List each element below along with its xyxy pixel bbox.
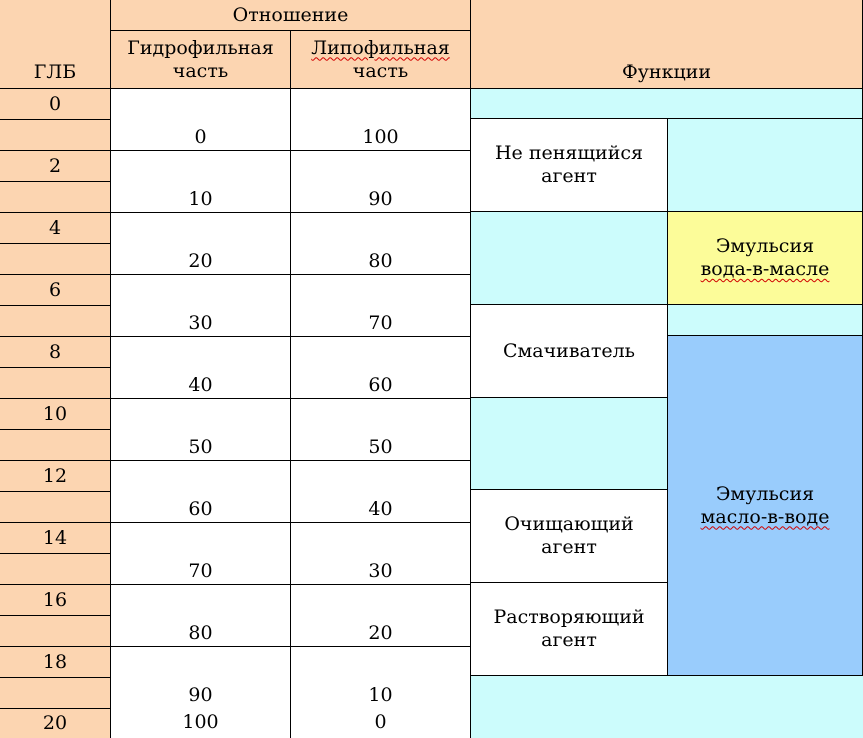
hydrophilic-value: 100 — [182, 711, 219, 733]
function-antifoam — [471, 119, 668, 212]
function-cyan-left-2 — [471, 398, 668, 490]
lipophilic-value: 40 — [368, 498, 393, 520]
hlb-value: 4 — [48, 216, 62, 239]
lipophilic-cell — [291, 89, 471, 151]
hlb-value: 10 — [42, 402, 68, 425]
lipophilic-cell — [291, 461, 471, 523]
hydrophilic-cell — [111, 337, 291, 399]
hydrophilic-cell — [111, 275, 291, 337]
functions-header-label: Функции — [621, 61, 712, 83]
lipophilic-cell — [291, 337, 471, 399]
function-solubilizer-label: Растворяющий агент — [493, 606, 645, 651]
lipophilic-cell — [291, 151, 471, 213]
hlb-value: 20 — [42, 712, 68, 734]
lipophilic-header — [291, 31, 471, 89]
hydrophilic-value: 80 — [188, 622, 213, 644]
lipophilic-value: 20 — [368, 622, 393, 644]
function-detergent — [471, 490, 668, 583]
function-solubilizer — [471, 583, 668, 676]
hlb-cell — [0, 151, 111, 182]
hydrophilic-cell — [111, 647, 291, 709]
functions-header — [471, 0, 863, 89]
lipophilic-value: 100 — [362, 126, 399, 148]
lipophilic-value: 50 — [368, 436, 393, 458]
function-cyan-left-1 — [471, 212, 668, 305]
hydrophilic-cell — [111, 585, 291, 647]
lipophilic-value: 60 — [368, 374, 393, 396]
function-antifoam-label: Не пенящийся агент — [494, 142, 644, 187]
hlb-cell — [0, 399, 111, 430]
hlb-cell — [0, 647, 111, 678]
hlb-cell — [0, 337, 111, 368]
hydrophilic-value: 90 — [188, 684, 213, 706]
hydrophilic-header — [111, 31, 291, 89]
hlb-value: 0 — [48, 92, 62, 115]
lipophilic-cell — [291, 399, 471, 461]
hlb-value: 16 — [42, 588, 68, 611]
hydrophilic-value: 50 — [188, 436, 213, 458]
hlb-header-label: ГЛБ — [33, 61, 77, 83]
oil-in-water-line1: Эмульсия — [715, 482, 815, 505]
hlb-spacer-cell — [0, 120, 111, 151]
hlb-value: 14 — [42, 526, 68, 549]
lipophilic-cell — [291, 647, 471, 709]
hlb-value: 8 — [48, 340, 62, 363]
function-oil-in-water — [668, 336, 863, 676]
hlb-spacer-cell — [0, 306, 111, 337]
hydrophilic-cell — [111, 213, 291, 275]
hydrophilic-cell — [111, 399, 291, 461]
hlb-spacer-cell — [0, 368, 111, 399]
lipophilic-cell — [291, 523, 471, 585]
hlb-value: 6 — [48, 278, 62, 301]
hydrophilic-value: 0 — [194, 126, 207, 148]
hydrophilic-value: 70 — [188, 560, 213, 582]
hlb-cell — [0, 213, 111, 244]
water-in-oil-line2: вода-в-масле — [700, 258, 830, 280]
hlb-value: 2 — [48, 154, 62, 177]
function-top-cyan — [471, 89, 863, 119]
function-wetting — [471, 305, 668, 398]
hlb-spacer-cell — [0, 244, 111, 275]
hydrophilic-value: 10 — [188, 188, 213, 210]
hlb-cell — [0, 709, 111, 738]
hydrophilic-cell — [111, 523, 291, 585]
hlb-spacer-cell — [0, 678, 111, 709]
function-detergent-label: Очищающий агент — [504, 513, 634, 558]
ratio-header-label: Отношение — [232, 3, 349, 26]
hydrophilic-value: 20 — [188, 250, 213, 272]
hydrophilic-value: 30 — [188, 312, 213, 334]
hydrophilic-value: 40 — [188, 374, 213, 396]
lipophilic-cell — [291, 213, 471, 275]
hlb-cell — [0, 461, 111, 492]
hydrophilic-value: 60 — [188, 498, 213, 520]
lipophilic-header-rest: часть — [352, 59, 409, 82]
function-water-in-oil — [668, 212, 863, 305]
hlb-cell — [0, 523, 111, 554]
hlb-cell — [0, 585, 111, 616]
water-in-oil-line1: Эмульсия — [715, 235, 815, 257]
ratio-header — [111, 0, 471, 31]
hydrophilic-cell — [111, 89, 291, 151]
hlb-cell — [0, 89, 111, 120]
function-cyan-right-2 — [668, 305, 863, 336]
lipophilic-cell — [291, 275, 471, 337]
hlb-header — [0, 0, 111, 89]
hydrophilic-cell — [111, 461, 291, 523]
hlb-spacer-cell — [0, 616, 111, 647]
hlb-spacer-cell — [0, 430, 111, 461]
lipophilic-cell — [291, 707, 471, 738]
hlb-spacer-cell — [0, 182, 111, 213]
lipophilic-value: 70 — [368, 312, 393, 334]
lipophilic-cell — [291, 585, 471, 647]
hlb-value: 18 — [42, 650, 68, 673]
lipophilic-value: 10 — [368, 684, 393, 706]
lipophilic-value: 80 — [368, 250, 393, 272]
hydrophilic-cell — [111, 707, 291, 738]
lipophilic-value: 90 — [368, 188, 393, 210]
lipophilic-header-word: Липофильная — [311, 36, 450, 59]
function-cyan-right-1 — [668, 119, 863, 212]
oil-in-water-line2: масло-в-воде — [700, 505, 830, 528]
hydrophilic-header-label: Гидрофильная часть — [127, 36, 274, 82]
hlb-value: 12 — [42, 464, 68, 487]
hydrophilic-cell — [111, 151, 291, 213]
lipophilic-value: 30 — [368, 560, 393, 582]
function-wetting-label: Смачиватель — [502, 339, 636, 362]
lipophilic-value: 0 — [374, 711, 387, 733]
function-bottom-cyan — [471, 676, 863, 738]
hlb-spacer-cell — [0, 492, 111, 523]
hlb-cell — [0, 275, 111, 306]
hlb-spacer-cell — [0, 554, 111, 585]
